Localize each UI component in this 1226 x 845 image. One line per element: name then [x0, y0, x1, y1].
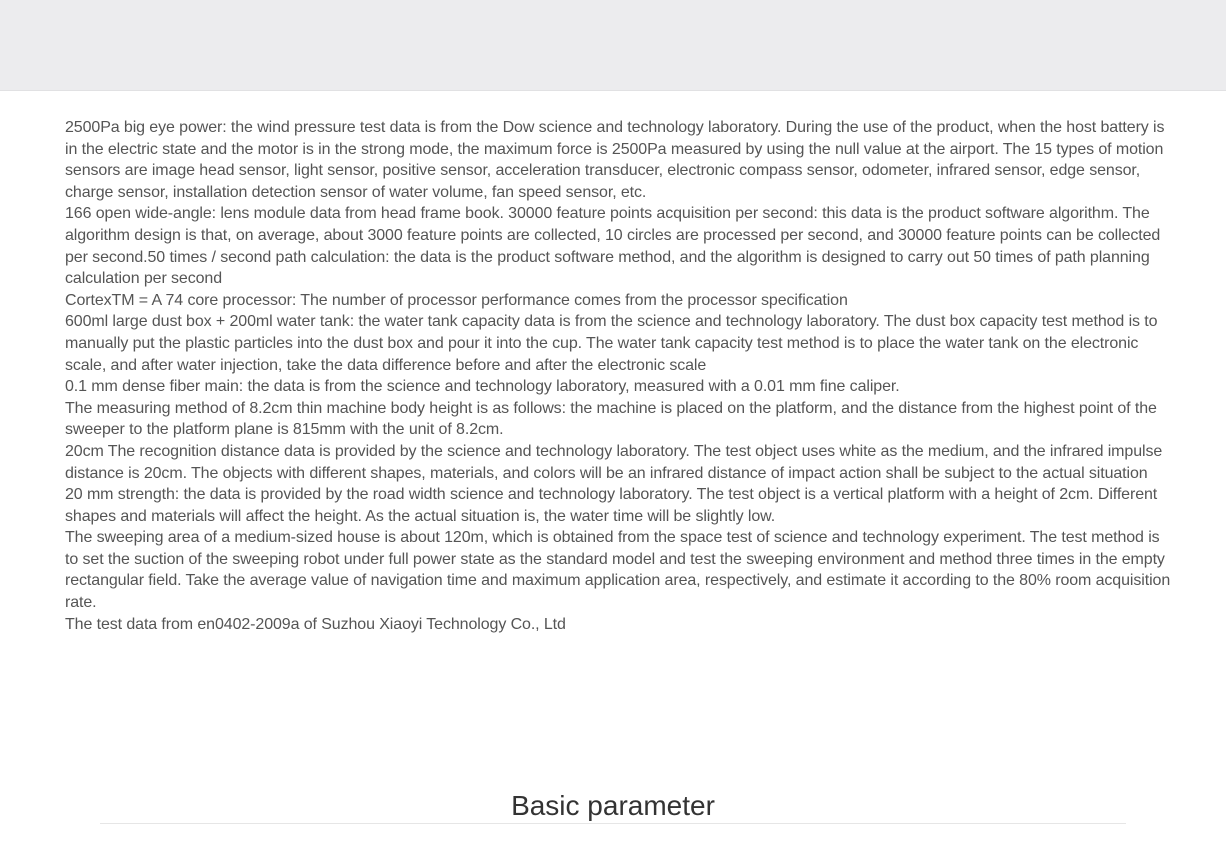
- note-paragraph: 600ml large dust box + 200ml water tank: the water tank capacity data is from the science and technology laboratory. The dust box capacity test method is to manually put the plastic particles into the dust box and pour it into the cup. The water tank capacity test method is to place the water tank on the electronic scale, and after water injection, take the data difference before and after the electronic scale: [65, 313, 1158, 374]
- section-divider: [100, 823, 1126, 824]
- note-paragraph: 20 mm strength: the data is provided by the road width science and technology laboratory. The test object is a vertical platform with a height of 2cm. Different shapes and materials will affect the height. As the actual situation is, the water time will be slightly low.: [65, 486, 1158, 525]
- note-paragraph: The measuring method of 8.2cm thin machine body height is as follows: the machine is placed on the platform, and the distance from the highest point of the sweeper to the platform plane is 815mm with the unit of 8.2cm.: [65, 399, 1157, 439]
- note-paragraph: 0.1 mm dense fiber main: the data is from the science and technology laboratory, measured with a 0.01 mm fine caliper.: [65, 378, 900, 396]
- note-paragraph: 20cm The recognition distance data is provided by the science and technology laboratory. The test object uses white as the medium, and the infrared impulse distance is 20cm. The objects with different shapes, materials, and colors will be an infrared distance of impact action shall be subject to the actual situation: [65, 442, 1163, 482]
- note-paragraph: 166 open wide-angle: lens module data from head frame book. 30000 feature points acquisition per second: this data is the product software algorithm. The algorithm design is that, on average, about 3000 feature points are collected, 10 circles are processed per second, and 30000 feature points can be collected per second.50 times / second path calculation: the data is the product software method, and the algorithm is designed to carry out 50 times of path planning calculation per second: [65, 205, 1161, 288]
- top-header-bar: [0, 0, 1226, 91]
- section-title-basic-parameter: Basic parameter: [511, 790, 715, 821]
- note-paragraph: CortexTM = A 74 core processor: The number of processor performance comes from the processor specification: [65, 291, 848, 309]
- note-paragraph: The test data from en0402-2009a of Suzhou Xiaoyi Technology Co., Ltd: [65, 615, 566, 633]
- note-paragraph: The sweeping area of a medium-sized house is about 120m, which is obtained from the space test of science and technology experiment. The test method is to set the suction of the sweeping robot under full power state as the standard model and test the sweeping environment and method three times in the empty rectangular field. Take the average value of navigation time and maximum application area, respectively, and estimate it according to the 80% room acquisition rate.: [65, 529, 1171, 612]
- test-data-notes: [65, 117, 1175, 635]
- note-paragraph: 2500Pa big eye power: the wind pressure test data is from the Dow science and technology laboratory. During the use of the product, when the host battery is in the electric state and the motor is in the strong mode, the maximum force is 2500Pa measured by using the null value at the airport. The 15 types of motion sensors are image head sensor, light sensor, positive sensor, acceleration transducer, electronic compass sensor, odometer, infrared sensor, edge sensor, charge sensor, installation detection sensor of water volume, fan speed sensor, etc.: [65, 119, 1165, 201]
